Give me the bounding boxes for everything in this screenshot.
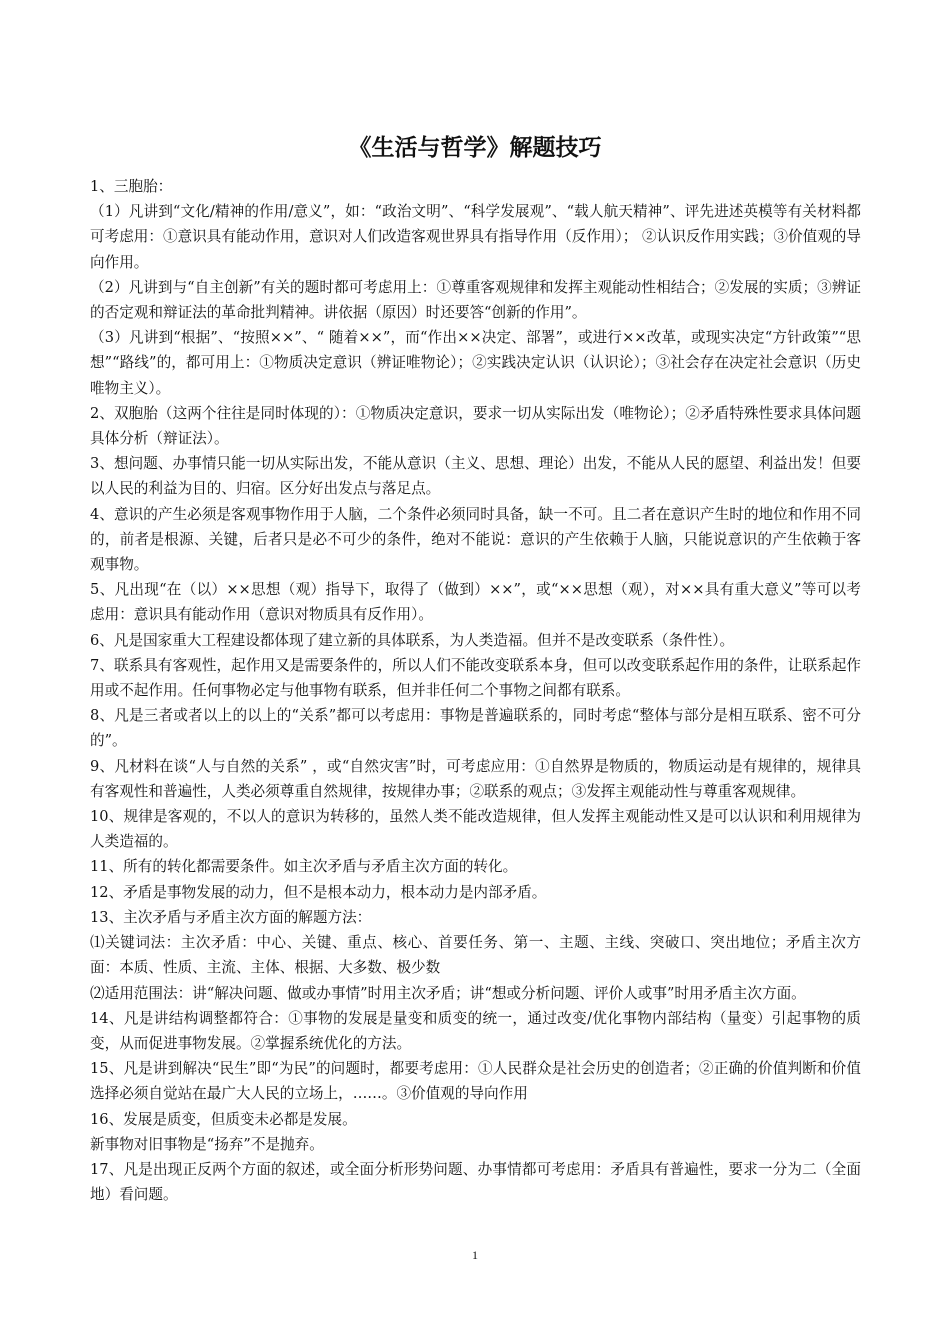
paragraph-13-part-1: ⑴关键词法：主次矛盾：中心、关键、重点、核心、首要任务、第一、主题、主线、突破口、突出地位；矛盾主次方面：本质、性质、主流、主体、根据、大多数、极少数: [90, 934, 861, 977]
paragraph-13-part-2: ⑵适用范围法：讲“解决问题、做或办事情”时用主次矛盾；讲“想或分析问题、评价人或事”时用矛盾主次方面。: [90, 984, 806, 1002]
paragraph-10: 10、规律是客观的，不以人的意识为转移的，虽然人类不能改造规律，但人发挥主观能动性又是可以认识和利用规律为人类造福的。: [90, 808, 861, 851]
document-title: 《生活与哲学》解题技巧: [348, 135, 602, 161]
paragraph-13: 13、主次矛盾与矛盾主次方面的解题方法：: [90, 908, 372, 926]
paragraph-9: 9、凡材料在谈“人与自然的关系” ，或“自然灾害”时，可考虑应用：①自然界是物质的，物质运动是有规律的，规律具有客观性和普遍性，人类必须尊重自然规律，按规律办事；②联系的观点；③发挥主观能动性与尊重客观规律。: [90, 757, 861, 800]
paragraph-1-part-3: （3）凡讲到“根据”、“按照××”、“ 随着××”，而“作出××决定、部署”，或进行××改革，或现实决定“方针政策”“思想”“路线”的，都可用上：①物质决定意识（辨证唯物论）；②实践决定认识（认识论）；③社会存在决定社会意识（历史唯物主义）。: [90, 329, 861, 397]
paragraph-11: 11、所有的转化都需要条件。如主次矛盾与矛盾主次方面的转化。: [90, 858, 518, 876]
paragraph-15: 15、凡是讲到解决“民生”即“为民”的问题时，都要考虑用：①人民群众是社会历史的创造者；②正确的价值判断和价值选择必须自觉站在最广大人民的立场上，……。③价值观的导向作用: [90, 1060, 861, 1103]
paragraph-3: 3、想问题、办事情只能一切从实际出发，不能从意识（主义、思想、理论）出发，不能从人民的愿望、利益出发！但要以人民的利益为目的、归宿。区分好出发点与落足点。: [90, 455, 861, 498]
document-body: [90, 174, 861, 1207]
paragraph-16: 16、发展是质变，但质变未必都是发展。: [90, 1110, 357, 1128]
paragraph-1-heading: 1、三胞胎：: [90, 178, 173, 195]
paragraph-7: 7、联系具有客观性，起作用又是需要条件的，所以人们不能改变联系本身，但可以改变联系起作用的条件，让联系起作用或不起作用。任何事物必定与他事物有联系，但并非任何二个事物之间都有联系。: [90, 656, 861, 700]
paragraph-12: 12、矛盾是事物发展的动力，但不是根本动力，根本动力是内部矛盾。: [90, 883, 547, 901]
paragraph-16-note: 新事物对旧事物是“扬弃”不是抛弃。: [90, 1135, 324, 1153]
paragraph-6: 6、凡是国家重大工程建设都体现了建立新的具体联系，为人类造福。但并不是改变联系（条件性）。: [90, 631, 735, 649]
paragraph-2: 2、双胞胎（这两个往往是同时体现的）：①物质决定意识，要求一切从实际出发（唯物论）；②矛盾特殊性要求具体问题具体分析（辩证法）。: [90, 404, 861, 448]
paragraph-14: 14、凡是讲结构调整都符合：①事物的发展是量变和质变的统一，通过改变/优化事物内部结构（量变）引起事物的质变，从而促进事物发展。②掌握系统优化的方法。: [90, 1009, 861, 1052]
paragraph-17: 17、凡是出现正反两个方面的叙述，或全面分析形势问题、办事情都可考虑用：矛盾具有普遍性，要求一分为二（全面地）看问题。: [90, 1160, 861, 1204]
paragraph-1-part-1: （1）凡讲到“文化/精神的作用/意义”，如：“政治文明”、“科学发展观”、“载人航天精神”、评先进述英模等有关材料都可考虑用：①意识具有能动作用，意识对人们改造客观世界具有指导作用（反作用）； ②认识反作用实践；③价值观的导向作用。: [90, 203, 861, 271]
paragraph-8: 8、凡是三者或者以上的以上的“关系”都可以考虑用：事物是普遍联系的，同时考虑“整体与部分是相互联系、密不可分的”。: [90, 707, 861, 750]
paragraph-5: 5、凡出现“在（以）××思想（观）指导下，取得了（做到）××”，或“××思想（观），对××具有重大意义”等可以考虑用：意识具有能动作用（意识对物质具有反作用）。: [90, 581, 861, 624]
paragraph-4: 4、意识的产生必须是客观事物作用于人脑，二个条件必须同时具备，缺一不可。且二者在意识产生时的地位和作用不同的，前者是根源、关键，后者只是必不可少的条件，绝对不能说：意识的产生依赖于人脑，只能说意识的产生依赖于客观事物。: [90, 505, 861, 574]
page-number: 1: [472, 1248, 478, 1262]
paragraph-1-part-2: （2）凡讲到与“自主创新”有关的题时都可考虑用上：①尊重客观规律和发挥主观能动性相结合；②发展的实质；③辨证的否定观和辩证法的革命批判精神。讲依据（原因）时还要答“创新的作用”。: [90, 278, 861, 322]
